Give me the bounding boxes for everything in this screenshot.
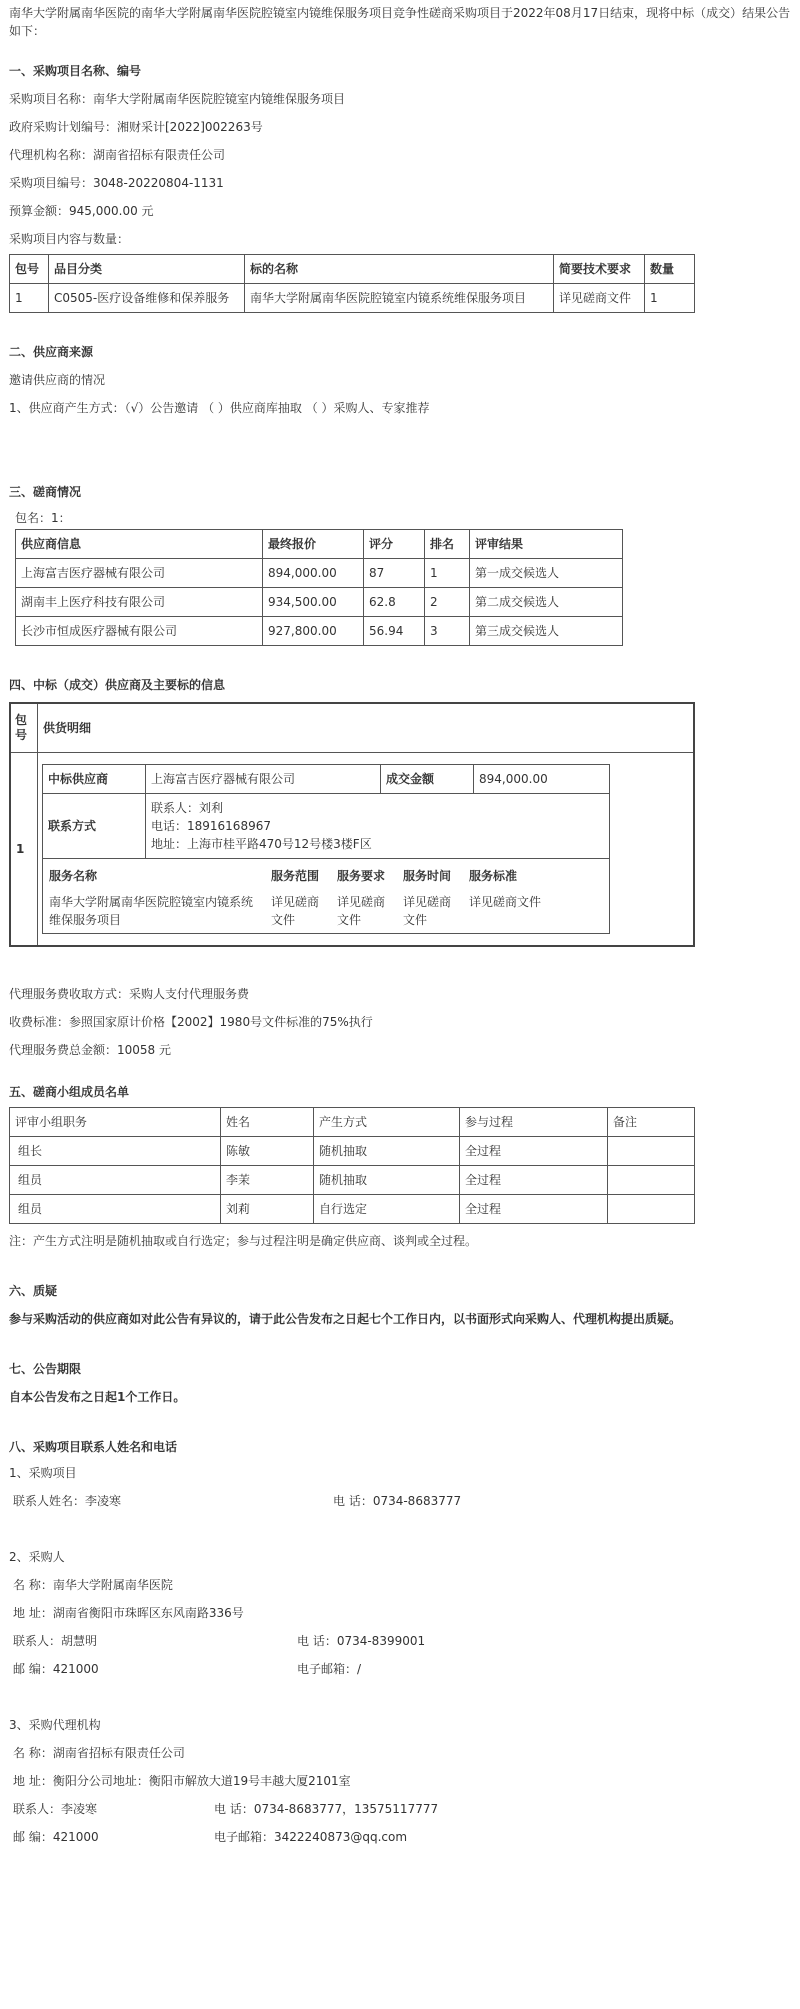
amount-value: 894,000.00 [474, 765, 610, 794]
contact-info [146, 794, 610, 859]
table-cell: 927,800.00 [263, 617, 364, 646]
col-header-package: 包号 [10, 703, 38, 753]
contact-label: 联系方式 [43, 794, 146, 859]
col-header: 参与过程 [460, 1108, 608, 1137]
objection-text: 参与采购活动的供应商如对此公告有异议的，请于此公告发布之日起七个工作日内，以书面形式向采购人、代理机构提出质疑。 [9, 1312, 682, 1326]
service-name: 南华大学附属南华医院腔镜室内镜系统维保服务项目 [49, 895, 254, 927]
purchaser-contact: 联系人：胡慧明 [13, 1634, 98, 1648]
table-cell: 湖南丰上医疗科技有限公司 [16, 588, 263, 617]
contact-phone: 电话：18916168967 [151, 819, 271, 833]
table-cell: 陈敏 [221, 1137, 314, 1166]
budget-amount: 预算金额：945,000.00 元 [9, 204, 154, 218]
col-header: 服务名称 [49, 869, 98, 883]
col-header: 评分 [364, 530, 425, 559]
table-cell: 3 [425, 617, 470, 646]
col-header: 备注 [608, 1108, 695, 1137]
table-cell: 全过程 [460, 1195, 608, 1224]
table-row [16, 559, 623, 588]
project-contact-phone: 电 话：0734-8683777 [333, 1494, 462, 1508]
purchaser-phone: 电 话：0734-8399001 [297, 1634, 426, 1648]
service-standard: 详见磋商文件 [469, 895, 542, 909]
table-row [10, 1166, 695, 1195]
section5-title: 五、磋商小组成员名单 [9, 1085, 130, 1099]
table-cell: 87 [364, 559, 425, 588]
service-table [43, 859, 609, 933]
col-header: 简要技术要求 [554, 255, 645, 284]
table-cell: 随机抽取 [314, 1137, 460, 1166]
table-cell: 长沙市恒成医疗器械有限公司 [16, 617, 263, 646]
table-cell: 第二成交候选人 [470, 588, 623, 617]
table-row [16, 588, 623, 617]
col-header: 数量 [645, 255, 695, 284]
table-cell: 第一成交候选人 [470, 559, 623, 588]
table-row [10, 284, 695, 313]
table-cell: 1 [10, 284, 49, 313]
col-header: 服务标准 [469, 869, 518, 883]
table-cell: 上海富吉医疗器械有限公司 [16, 559, 263, 588]
detail-cell [38, 753, 695, 947]
amount-label: 成交金额 [381, 765, 474, 794]
section3-title: 三、磋商情况 [9, 485, 82, 499]
table-cell: 组员 [10, 1166, 221, 1195]
col-header: 姓名 [221, 1108, 314, 1137]
table-cell: 全过程 [460, 1166, 608, 1195]
table-cell: 详见磋商文件 [554, 284, 645, 313]
supplier-invite-label: 邀请供应商的情况 [9, 373, 106, 387]
section6-title: 六、质疑 [9, 1284, 58, 1298]
col-header: 服务时间 [403, 869, 452, 883]
service-row [43, 889, 609, 933]
service-header-row [43, 859, 609, 889]
table-header-row [10, 255, 695, 284]
agency-contact-name: 名 称：湖南省招标有限责任公司 [13, 1746, 185, 1760]
panel-members-table [9, 1107, 695, 1224]
col-header: 排名 [425, 530, 470, 559]
purchaser-name: 名 称：南华大学附属南华医院 [13, 1578, 173, 1592]
col-header: 评审小组职务 [10, 1108, 221, 1137]
table-header-row [10, 703, 694, 753]
col-header: 包号 [10, 255, 49, 284]
table-cell: 894,000.00 [263, 559, 364, 588]
package-number: 1 [10, 753, 38, 947]
procurement-content-table [9, 254, 695, 313]
project-contact-name: 联系人姓名：李凌寒 [13, 1494, 122, 1508]
table-row [43, 765, 610, 794]
project-number: 采购项目编号：3048-20220804-1131 [9, 176, 224, 190]
agency-title: 3、采购代理机构 [9, 1718, 101, 1732]
purchaser-address: 地 址：湖南省衡阳市珠晖区东风南路336号 [13, 1606, 244, 1620]
section4-title: 四、中标（成交）供应商及主要标的信息 [9, 678, 226, 692]
project-contact-title: 1、采购项目 [9, 1466, 77, 1480]
project-contact-row [9, 1492, 791, 1510]
content-label: 采购项目内容与数量： [9, 232, 130, 246]
table-row [10, 1195, 695, 1224]
service-requirement: 详见磋商文件 [337, 895, 386, 927]
agency-contact-row [9, 1800, 791, 1818]
winning-supplier-table [9, 702, 695, 947]
fee-method: 代理服务费收取方式：采购人支付代理服务费 [9, 987, 250, 1001]
col-header: 产生方式 [314, 1108, 460, 1137]
project-name: 采购项目名称：南华大学附属南华医院腔镜室内镜维保服务项目 [9, 92, 346, 106]
agency-name: 代理机构名称：湖南省招标有限责任公司 [9, 148, 226, 162]
service-scope: 详见磋商文件 [271, 895, 320, 927]
section2-title: 二、供应商来源 [9, 345, 94, 359]
table-cell [608, 1166, 695, 1195]
contact-address: 地址：上海市桂平路470号12号楼3楼F区 [151, 837, 372, 851]
table-row [16, 617, 623, 646]
notice-period-text: 自本公告发布之日起1个工作日。 [9, 1390, 186, 1404]
supplier-label: 中标供应商 [43, 765, 146, 794]
col-header: 供应商信息 [16, 530, 263, 559]
table-row [43, 859, 610, 934]
agency-address: 地 址：衡阳分公司地址：衡阳市解放大道19号丰越大厦2101室 [13, 1774, 351, 1788]
fee-total: 代理服务费总金额：10058 元 [9, 1043, 171, 1057]
table-cell: 56.94 [364, 617, 425, 646]
agency-zip: 邮 编：421000 [13, 1830, 99, 1844]
supplier-detail-table [42, 764, 610, 934]
supplier-method: 1、供应商产生方式：（√）公告邀请 （ ）供应商库抽取 （ ）采购人、专家推荐 [9, 401, 430, 415]
supplier-name: 上海富吉医疗器械有限公司 [146, 765, 381, 794]
service-cell [43, 859, 610, 934]
table-cell: 934,500.00 [263, 588, 364, 617]
agency-contact: 联系人：李凌寒 [13, 1802, 98, 1816]
table-cell [608, 1137, 695, 1166]
announcement-page [0, 4, 800, 1846]
fee-standard: 收费标准：参照国家原计价格【2002】1980号文件标准的75%执行 [9, 1015, 373, 1029]
table-cell: 随机抽取 [314, 1166, 460, 1195]
col-header: 标的名称 [245, 255, 554, 284]
table-cell: 组长 [10, 1137, 221, 1166]
col-header: 服务要求 [337, 869, 386, 883]
table-cell: 2 [425, 588, 470, 617]
section1-title: 一、采购项目名称、编号 [9, 64, 142, 78]
col-header: 品目分类 [49, 255, 245, 284]
purchaser-zip-row [9, 1660, 791, 1678]
table-cell: 刘莉 [221, 1195, 314, 1224]
table-cell: 1 [645, 284, 695, 313]
purchaser-zip: 邮 编：421000 [13, 1662, 99, 1676]
table-row [10, 753, 694, 947]
col-header-detail: 供货明细 [38, 703, 695, 753]
purchaser-contact-row [9, 1632, 791, 1650]
table-header-row [10, 1108, 695, 1137]
table-cell: C0505-医疗设备维修和保养服务 [49, 284, 245, 313]
plan-number: 政府采购计划编号：湘财采计[2022]002263号 [9, 120, 263, 134]
contact-person: 联系人：刘利 [151, 801, 224, 815]
service-time: 详见磋商文件 [403, 895, 452, 927]
table-cell: 第三成交候选人 [470, 617, 623, 646]
section8-title: 八、采购项目联系人姓名和电话 [9, 1440, 178, 1454]
table-row [43, 794, 610, 859]
package-label: 包名：1： [15, 511, 71, 525]
agency-email: 电子邮箱：3422240873@qq.com [214, 1830, 408, 1844]
table-cell: 李茉 [221, 1166, 314, 1195]
purchaser-title: 2、采购人 [9, 1550, 65, 1564]
agency-phone: 电 话：0734-8683777，13575117777 [214, 1802, 439, 1816]
table-cell: 1 [425, 559, 470, 588]
panel-note: 注：产生方式注明是随机抽取或自行选定；参与过程注明是确定供应商、谈判或全过程。 [9, 1234, 478, 1248]
intro-text: 南华大学附属南华医院的南华大学附属南华医院腔镜室内镜维保服务项目竞争性磋商采购项目于2022年08月17日结束，现将中标（成交）结果公告如下： [9, 6, 791, 38]
col-header: 最终报价 [263, 530, 364, 559]
purchaser-email: 电子邮箱：/ [297, 1662, 362, 1676]
table-cell: 62.8 [364, 588, 425, 617]
section7-title: 七、公告期限 [9, 1362, 82, 1376]
table-cell: 自行选定 [314, 1195, 460, 1224]
table-row [10, 1137, 695, 1166]
agency-zip-row [9, 1828, 791, 1846]
table-cell: 组员 [10, 1195, 221, 1224]
negotiation-result-table [15, 529, 623, 646]
col-header: 评审结果 [470, 530, 623, 559]
col-header: 服务范围 [271, 869, 320, 883]
table-cell: 全过程 [460, 1137, 608, 1166]
table-cell [608, 1195, 695, 1224]
table-cell: 南华大学附属南华医院腔镜室内镜系统维保服务项目 [245, 284, 554, 313]
table-header-row [16, 530, 623, 559]
